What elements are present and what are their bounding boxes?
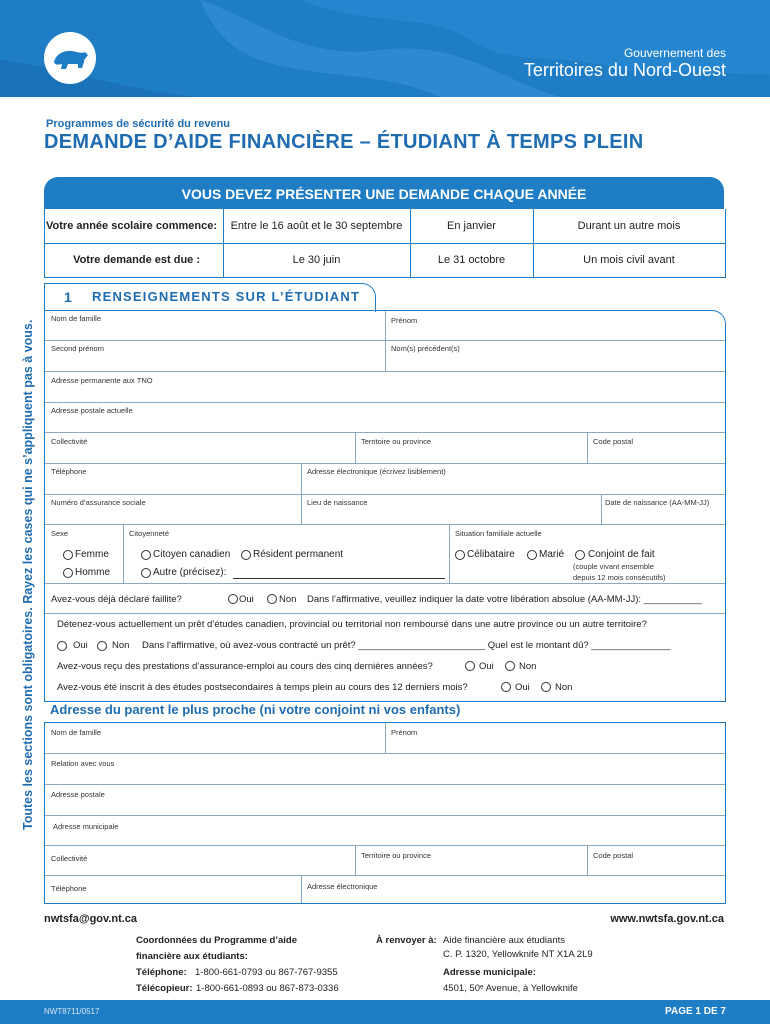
option-homme: Homme bbox=[75, 567, 111, 578]
option-autre: Autre (précisez): bbox=[153, 567, 227, 578]
fax-label: Télécopieur: bbox=[136, 983, 193, 994]
ae-oui: Oui bbox=[479, 661, 494, 672]
radio-marie[interactable] bbox=[527, 550, 537, 560]
conjoint-note-2: depuis 12 mois consécutifs) bbox=[573, 573, 666, 582]
row1-cell2: En janvier bbox=[447, 220, 496, 232]
inscrit-oui: Oui bbox=[515, 682, 530, 693]
radio-celibataire[interactable] bbox=[455, 550, 465, 560]
parent-label-prenom: Prénom bbox=[391, 728, 418, 737]
inscrit-question: Avez-vous été inscrit à des études postsecondaires à temps plein au cours des 12 derniers mois? bbox=[57, 682, 468, 693]
option-femme: Femme bbox=[75, 549, 109, 560]
section1-box bbox=[44, 310, 726, 702]
return-line2: C. P. 1320, Yellowknife NT X1A 2L9 bbox=[443, 949, 593, 960]
section1-title: RENSEIGNEMENTS SUR L’ÉTUDIANT bbox=[92, 289, 361, 304]
label-sexe: Sexe bbox=[51, 529, 69, 538]
pret-non: Non bbox=[112, 640, 130, 651]
autre-field-line[interactable] bbox=[233, 578, 445, 579]
fax-value: 1-800-661-0893 ou 867-873-0336 bbox=[196, 983, 339, 994]
parent-label-courriel: Adresse électronique bbox=[307, 882, 378, 891]
parent-label-telephone: Téléphone bbox=[51, 884, 87, 893]
label-noms-precedents: Nom(s) précédent(s) bbox=[391, 344, 460, 353]
faillite-question: Avez-vous déjà déclaré faillite? bbox=[51, 594, 182, 605]
label-citoyennete: Citoyenneté bbox=[129, 529, 170, 538]
gov-line1: Gouvernement des bbox=[623, 46, 726, 60]
radio-inscrit-non[interactable] bbox=[541, 682, 551, 692]
label-adresse-tno: Adresse permanente aux TNO bbox=[51, 376, 153, 385]
parent-label-relation: Relation avec vous bbox=[51, 759, 115, 768]
ae-question: Avez-vous reçu des prestations d’assurance-emploi au cours des cinq dernières années? bbox=[57, 661, 433, 672]
gov-line2: Territoires du Nord-Ouest bbox=[523, 60, 726, 80]
radio-citoyen[interactable] bbox=[141, 550, 151, 560]
form-code: NWT8711/0517 bbox=[44, 1007, 100, 1016]
faillite-oui: Oui bbox=[239, 594, 254, 605]
option-marie: Marié bbox=[539, 549, 565, 560]
radio-conjoint[interactable] bbox=[575, 550, 585, 560]
label-second-prenom: Second prénom bbox=[51, 344, 104, 353]
option-conjoint: Conjoint de fait bbox=[588, 549, 655, 560]
schedule-heading: VOUS DEVEZ PRÉSENTER UNE DEMANDE CHAQUE ANNÉE bbox=[44, 177, 724, 209]
side-note: Toutes les sections sont obligatoires. Rayez les cases qui ne s’appliquent pas à vous. bbox=[21, 319, 35, 830]
footer-email[interactable]: nwtsfa@gov.nt.ca bbox=[44, 913, 138, 925]
radio-ae-non[interactable] bbox=[505, 661, 515, 671]
radio-inscrit-oui[interactable] bbox=[501, 682, 511, 692]
parent-heading: Adresse du parent le plus proche (ni votre conjoint ni vos enfants) bbox=[50, 702, 461, 717]
label-collectivite: Collectivité bbox=[51, 437, 88, 446]
ae-non: Non bbox=[519, 661, 537, 672]
pret-followup: Dans l’affirmative, où avez-vous contracté un prêt? ________________________ Quel est le montant dû? _______________ bbox=[142, 640, 671, 651]
label-nom: Nom de famille bbox=[51, 314, 102, 323]
radio-resident[interactable] bbox=[241, 550, 251, 560]
parent-label-nom: Nom de famille bbox=[51, 728, 102, 737]
parent-label-adresse-municipale: Adresse municipale bbox=[53, 822, 119, 831]
label-situation: Situation familiale actuelle bbox=[455, 529, 542, 538]
coord-label-2: financière aux étudiants: bbox=[136, 951, 248, 962]
label-date-naissance: Date de naissance (AA-MM-JJ) bbox=[605, 498, 710, 507]
conjoint-note-1: (couple vivant ensemble bbox=[573, 562, 654, 571]
option-citoyen: Citoyen canadien bbox=[153, 549, 231, 560]
page-title: DEMANDE D’AIDE FINANCIÈRE – ÉTUDIANT À TEMPS PLEIN bbox=[44, 131, 644, 153]
footer-website[interactable]: www.nwtsfa.gov.nt.ca bbox=[610, 913, 724, 925]
faillite-non: Non bbox=[279, 594, 297, 605]
label-telephone: Téléphone bbox=[51, 467, 87, 476]
muni-value: 4501, 50ᵉ Avenue, à Yellowknife bbox=[443, 983, 578, 994]
parent-box bbox=[44, 722, 726, 904]
radio-autre[interactable] bbox=[141, 568, 151, 578]
pret-question: Détenez-vous actuellement un prêt d’études canadien, provincial ou territorial non remboursé dans une autre province ou un autre territoire? bbox=[57, 619, 647, 630]
parent-label-collectivite: Collectivité bbox=[51, 854, 88, 863]
schedule-table bbox=[44, 209, 726, 278]
label-code-postal: Code postal bbox=[593, 437, 634, 446]
row1-cell3: Durant un autre mois bbox=[577, 220, 681, 232]
label-territoire: Territoire ou province bbox=[361, 437, 432, 446]
row2-cell1: Le 30 juin bbox=[292, 254, 341, 266]
label-courriel: Adresse électronique (écrivez lisiblement) bbox=[307, 467, 446, 476]
radio-femme[interactable] bbox=[63, 550, 73, 560]
row2-cell2: Le 31 octobre bbox=[437, 254, 506, 266]
parent-label-adresse-postale: Adresse postale bbox=[51, 790, 105, 799]
label-prenom: Prénom bbox=[391, 316, 418, 325]
return-line1: Aide financière aux étudiants bbox=[443, 935, 565, 946]
option-resident: Résident permanent bbox=[253, 549, 344, 560]
muni-label: Adresse municipale: bbox=[443, 967, 536, 978]
coord-label-1: Coordonnées du Programme d’aide bbox=[136, 935, 297, 946]
polar-bear-logo bbox=[44, 32, 96, 84]
page-number: PAGE 1 DE 7 bbox=[665, 1006, 726, 1017]
parent-label-code-postal: Code postal bbox=[593, 851, 634, 860]
tel-value: 1-800-661-0793 ou 867-767-9355 bbox=[195, 967, 338, 978]
label-adresse-postale: Adresse postale actuelle bbox=[51, 406, 133, 415]
row1-label: Votre année scolaire commence: bbox=[46, 220, 217, 232]
return-label: À renvoyer à: bbox=[376, 935, 437, 946]
radio-homme[interactable] bbox=[63, 568, 73, 578]
footer-bar bbox=[0, 1000, 770, 1024]
radio-ae-oui[interactable] bbox=[465, 661, 475, 671]
header-banner bbox=[0, 0, 770, 97]
section1-number: 1 bbox=[64, 289, 72, 305]
faillite-followup: Dans l’affirmative, veuillez indiquer la date votre libération absolue (AA-MM-JJ): ___________ bbox=[307, 594, 702, 605]
radio-pret-oui[interactable] bbox=[57, 641, 67, 651]
parent-label-territoire: Territoire ou province bbox=[361, 851, 432, 860]
row2-label: Votre demande est due : bbox=[73, 254, 200, 266]
tel-label: Téléphone: bbox=[136, 967, 187, 978]
label-nas: Numéro d’assurance sociale bbox=[51, 498, 146, 507]
row1-cell1: Entre le 16 août et le 30 septembre bbox=[230, 220, 403, 232]
inscrit-non: Non bbox=[555, 682, 573, 693]
option-celibataire: Célibataire bbox=[467, 549, 515, 560]
row2-cell3: Un mois civil avant bbox=[583, 254, 675, 266]
program-subtitle: Programmes de sécurité du revenu bbox=[46, 118, 231, 130]
radio-faillite-non[interactable] bbox=[267, 594, 277, 604]
radio-pret-non[interactable] bbox=[97, 641, 107, 651]
radio-faillite-oui[interactable] bbox=[228, 594, 238, 604]
label-lieu-naissance: Lieu de naissance bbox=[307, 498, 368, 507]
pret-oui: Oui bbox=[73, 640, 88, 651]
